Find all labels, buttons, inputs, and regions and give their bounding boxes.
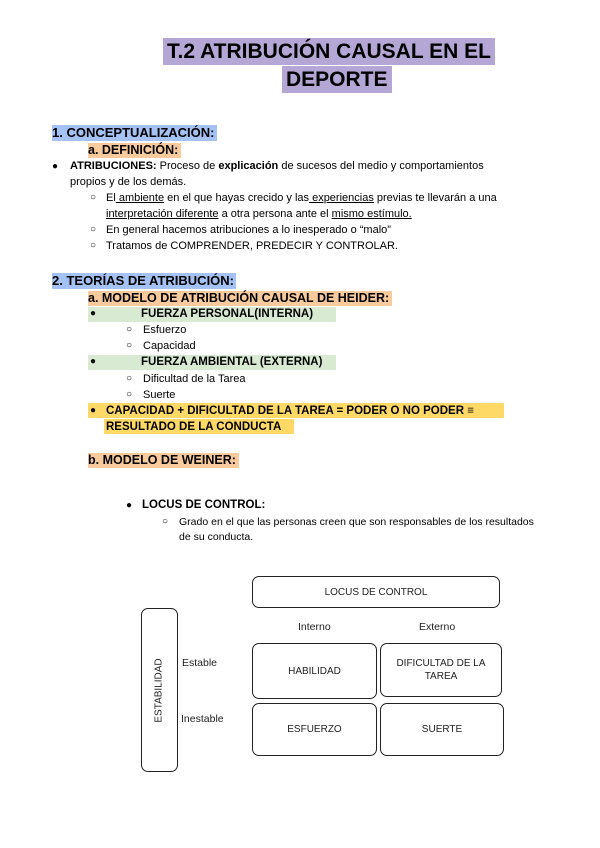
bullet-icon: ● bbox=[90, 308, 97, 319]
hollow-bullet-icon: ○ bbox=[126, 340, 133, 351]
bullet-icon: ● bbox=[126, 500, 133, 511]
col-externo-label: Externo bbox=[419, 621, 456, 633]
atribuciones-term: ATRIBUCIONES: bbox=[70, 160, 157, 172]
section2-heading: 2. TEORÍAS DE ATRIBUCIÓN: bbox=[52, 273, 235, 288]
locus-desc-line2: de su conducta. bbox=[179, 531, 254, 543]
habilidad-cell: HABILIDAD bbox=[252, 643, 377, 699]
atribuciones-paragraph: ATRIBUCIONES: Proceso de explicación de sucesos del medio y comportamientos bbox=[70, 160, 484, 172]
hollow-bullet-icon: ○ bbox=[126, 389, 133, 400]
capacidad-item: Capacidad bbox=[143, 340, 196, 352]
interpretacion-line: interpretación diferente a otra persona ante el mismo estímulo. bbox=[106, 208, 412, 220]
comprender-line: Tratamos de COMPRENDER, PREDECIR Y CONTROLAR. bbox=[106, 240, 398, 252]
section1-heading: 1. CONCEPTUALIZACIÓN: bbox=[52, 125, 215, 140]
esfuerzo-cell: ESFUERZO bbox=[252, 703, 377, 756]
row-inestable-label: Inestable bbox=[181, 713, 224, 725]
hollow-bullet-icon: ○ bbox=[90, 224, 97, 235]
inesperado-line: En general hacemos atribuciones a lo inesperado o “malo” bbox=[106, 224, 391, 236]
fuerza-personal-label: FUERZA PERSONAL(INTERNA) bbox=[141, 308, 314, 320]
atribuciones-line2: propios y de los demás. bbox=[70, 176, 187, 188]
formula-line2: RESULTADO DE LA CONDUCTA bbox=[106, 421, 282, 433]
estabilidad-label: ESTABILIDAD bbox=[154, 657, 165, 723]
hollow-bullet-icon: ○ bbox=[126, 373, 133, 384]
heider-heading: a. MODELO DE ATRIBUCIÓN CAUSAL DE HEIDER: bbox=[88, 291, 392, 306]
fuerza-ambiental-label: FUERZA AMBIENTAL (EXTERNA) bbox=[141, 356, 323, 368]
esfuerzo-item: Esfuerzo bbox=[143, 324, 187, 336]
bullet-icon: ● bbox=[52, 161, 59, 172]
estabilidad-box bbox=[141, 608, 178, 772]
suerte-item: Suerte bbox=[143, 389, 176, 401]
locus-heading: LOCUS DE CONTROL: bbox=[142, 499, 266, 511]
dificultad-cell: DIFICULTAD DE LA TAREA bbox=[380, 643, 502, 697]
hollow-bullet-icon: ○ bbox=[90, 192, 97, 203]
definicion-heading: a. DEFINICIÓN: bbox=[88, 143, 181, 158]
weiner-heading: b. MODELO DE WEINER: bbox=[88, 453, 239, 468]
ambiente-line: El ambiente en el que hayas crecido y las experiencias previas te llevarán a una bbox=[106, 192, 497, 204]
page-title-line1: T.2 ATRIBUCIÓN CAUSAL EN EL bbox=[163, 38, 495, 65]
locus-desc-line1: Grado en el que las personas creen que son responsables de los resultados bbox=[179, 516, 534, 528]
hollow-bullet-icon: ○ bbox=[90, 240, 97, 251]
page-title-line2: DEPORTE bbox=[282, 66, 392, 93]
bullet-icon: ● bbox=[90, 356, 97, 367]
row-estable-label: Estable bbox=[182, 657, 218, 669]
dificultad-item: Dificultad de la Tarea bbox=[143, 373, 246, 385]
hollow-bullet-icon: ○ bbox=[162, 516, 169, 527]
bullet-icon: ● bbox=[90, 405, 97, 416]
suerte-cell: SUERTE bbox=[380, 703, 504, 756]
hollow-bullet-icon: ○ bbox=[126, 324, 133, 335]
col-interno-label: Interno bbox=[298, 621, 331, 633]
locus-header-box: LOCUS DE CONTROL bbox=[252, 576, 500, 608]
formula-line1: CAPACIDAD + DIFICULTAD DE LA TAREA = PODER O NO PODER ≡ bbox=[106, 405, 474, 417]
